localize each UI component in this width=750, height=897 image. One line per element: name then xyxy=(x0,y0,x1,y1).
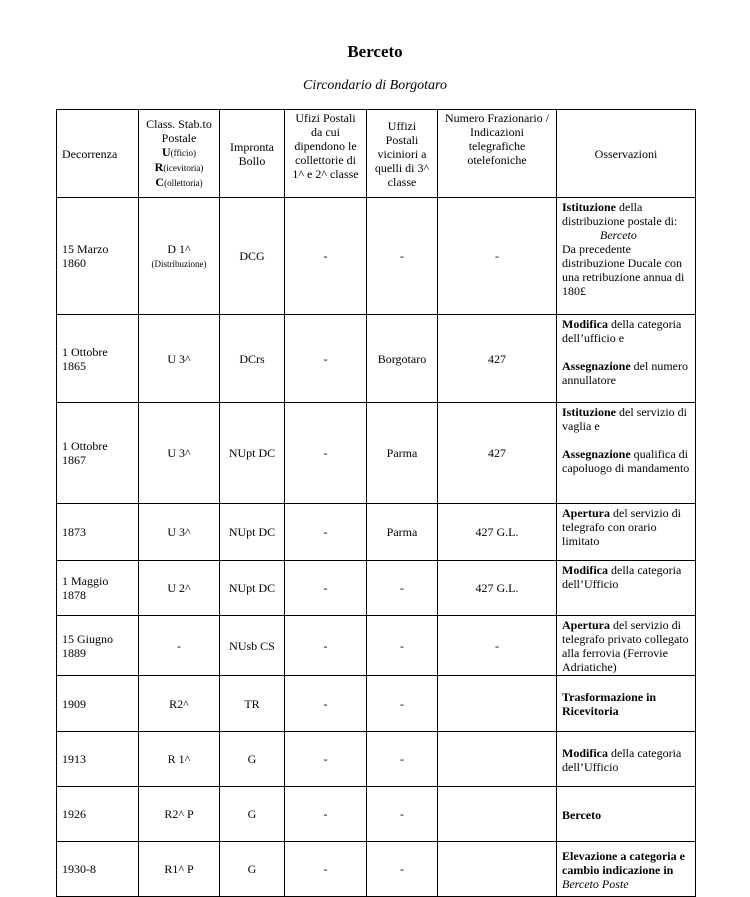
header-classificazione xyxy=(139,110,220,198)
obs-italic-text: Berceto xyxy=(600,228,637,242)
cell-impronta: NUpt DC xyxy=(220,403,285,504)
cell-osservazioni xyxy=(557,676,696,732)
cell-class: R1^ P xyxy=(139,842,220,897)
cell-decorrenza: 1930-8 xyxy=(57,842,139,897)
cell-uffizi: - xyxy=(367,616,438,676)
cell-numero: 427 xyxy=(438,315,557,403)
cell-class-value: D 1^ xyxy=(167,241,191,256)
cell-class: U 3^ xyxy=(139,403,220,504)
cell-numero: - xyxy=(438,616,557,676)
cell-numero xyxy=(438,787,557,842)
table-row xyxy=(57,198,696,315)
cell-class: - xyxy=(139,616,220,676)
cell-class: R2^ xyxy=(139,676,220,732)
obs-bold-text-2: Assegnazione xyxy=(562,447,631,461)
header-class-u-letter: U xyxy=(162,145,171,159)
cell-uffizi: Borgotaro xyxy=(367,315,438,403)
obs-text: della categoria dell’Ufficio xyxy=(562,563,682,591)
cell-numero: - xyxy=(438,198,557,315)
header-impronta: Impronta Bollo xyxy=(220,110,285,198)
cell-osservazioni xyxy=(557,315,696,403)
cell-numero: 427 xyxy=(438,403,557,504)
cell-impronta: NUpt DC xyxy=(220,561,285,616)
cell-impronta: NUsb CS xyxy=(220,616,285,676)
post-office-history-table xyxy=(56,109,696,897)
cell-impronta: G xyxy=(220,787,285,842)
obs-text: del servizio di telegrafo privato collegato alla ferrovia (Ferrovie Adriatiche) xyxy=(562,618,689,674)
cell-decorrenza: 1926 xyxy=(57,787,139,842)
cell-numero xyxy=(438,732,557,787)
header-class-line2: Postale xyxy=(161,131,197,145)
cell-class: R 1^ xyxy=(139,732,220,787)
obs-text: della distribuzione postale di: xyxy=(562,200,678,228)
cell-uffizi: Parma xyxy=(367,504,438,561)
cell-class-sub: (Distribuzione) xyxy=(151,258,207,269)
cell-decorrenza: 15 Giugno 1889 xyxy=(57,616,139,676)
obs-text-2: Da precedente distribuzione Ducale con una retribuzione annua di 180£ xyxy=(562,242,685,298)
header-class-u-rest: (fficio) xyxy=(170,148,196,158)
cell-uffizi: - xyxy=(367,732,438,787)
obs-text-2: qualifica di capoluogo di mandamento xyxy=(562,447,690,475)
obs-text: della categoria dell’ufficio e xyxy=(562,317,682,345)
header-class-c-rest: (ollettoria) xyxy=(164,178,203,188)
header-ufizi: Ufizi Postali da cui dipendono le collettorie di 1^ e 2^ classe xyxy=(285,110,367,198)
header-row xyxy=(57,110,696,198)
table-row xyxy=(57,676,696,732)
cell-class: U 3^ xyxy=(139,315,220,403)
obs-bold-text: Istituzione xyxy=(562,200,616,214)
cell-ufizi: - xyxy=(285,616,367,676)
cell-osservazioni xyxy=(557,616,696,676)
cell-decorrenza: 1 Maggio 1878 xyxy=(57,561,139,616)
cell-osservazioni xyxy=(557,561,696,616)
cell-ufizi: - xyxy=(285,842,367,897)
cell-decorrenza: 1873 xyxy=(57,504,139,561)
table-row xyxy=(57,504,696,561)
cell-ufizi: - xyxy=(285,504,367,561)
cell-decorrenza: 1913 xyxy=(57,732,139,787)
cell-ufizi: - xyxy=(285,676,367,732)
cell-ufizi: - xyxy=(285,787,367,842)
table-row xyxy=(57,561,696,616)
cell-numero: 427 G.L. xyxy=(438,504,557,561)
cell-ufizi: - xyxy=(285,315,367,403)
header-uffizi: Uffizi Postali viciniori a quelli di 3^ classe xyxy=(367,110,438,198)
obs-italic-text: Berceto Poste xyxy=(562,876,629,891)
table-row xyxy=(57,403,696,504)
cell-decorrenza: 1909 xyxy=(57,676,139,732)
cell-decorrenza: 15 Marzo 1860 xyxy=(57,198,139,315)
cell-osservazioni xyxy=(557,504,696,561)
obs-text-2: del numero annullatore xyxy=(562,359,688,387)
cell-uffizi: - xyxy=(367,676,438,732)
obs-text: del servizio di telegrafo con orario limitato xyxy=(562,506,681,548)
cell-impronta: DCG xyxy=(220,198,285,315)
header-class-c-letter: C xyxy=(155,175,165,189)
header-class-r-letter: R xyxy=(154,160,164,174)
cell-impronta: DCrs xyxy=(220,315,285,403)
cell-numero xyxy=(438,676,557,732)
cell-osservazioni xyxy=(557,732,696,787)
obs-bold-text: Berceto xyxy=(562,807,602,822)
cell-osservazioni xyxy=(557,403,696,504)
cell-impronta: G xyxy=(220,732,285,787)
table-row xyxy=(57,787,696,842)
table-row xyxy=(57,315,696,403)
cell-decorrenza: 1 Ottobre 1865 xyxy=(57,315,139,403)
obs-bold-text: Modifica xyxy=(562,563,608,577)
cell-impronta: NUpt DC xyxy=(220,504,285,561)
obs-bold-text: Istituzione xyxy=(562,405,616,419)
cell-uffizi: - xyxy=(367,787,438,842)
obs-bold-text: Apertura xyxy=(562,618,610,632)
cell-class: R2^ P xyxy=(139,787,220,842)
obs-text: del servizio di vaglia e xyxy=(562,405,687,433)
obs-bold-text: Modifica xyxy=(562,317,608,331)
header-osservazioni: Osservazioni xyxy=(557,110,696,198)
table-row xyxy=(57,842,696,897)
obs-bold-text-2: Assegnazione xyxy=(562,359,631,373)
cell-osservazioni xyxy=(557,787,696,842)
cell-osservazioni xyxy=(557,842,696,897)
cell-ufizi: - xyxy=(285,732,367,787)
obs-bold-text: Trasformazione in Ricevitoria xyxy=(562,690,657,718)
cell-uffizi: - xyxy=(367,198,438,315)
cell-ufizi: - xyxy=(285,198,367,315)
cell-class: U 2^ xyxy=(139,561,220,616)
cell-decorrenza: 1 Ottobre 1867 xyxy=(57,403,139,504)
cell-uffizi: - xyxy=(367,842,438,897)
header-class-r-rest: (icevitoria) xyxy=(163,163,204,173)
header-numero: Numero Frazionario / Indicazioni telegrafiche otelefoniche xyxy=(438,110,557,198)
cell-ufizi: - xyxy=(285,561,367,616)
cell-impronta: G xyxy=(220,842,285,897)
obs-bold-text: Modifica xyxy=(562,745,608,760)
cell-class xyxy=(139,198,220,315)
table-row xyxy=(57,732,696,787)
cell-class: U 3^ xyxy=(139,504,220,561)
cell-uffizi: - xyxy=(367,561,438,616)
document-subtitle: Circondario di Borgotaro xyxy=(303,78,447,93)
cell-numero xyxy=(438,842,557,897)
table-row xyxy=(57,616,696,676)
cell-impronta: TR xyxy=(220,676,285,732)
cell-osservazioni xyxy=(557,198,696,315)
cell-uffizi: Parma xyxy=(367,403,438,504)
obs-text: della categoria dell’Ufficio xyxy=(562,745,682,774)
cell-numero: 427 G.L. xyxy=(438,561,557,616)
header-class-line1: Class. Stab.to xyxy=(146,117,212,131)
obs-bold-text: Elevazione a categoria e cambio indicazione in xyxy=(562,848,685,877)
obs-bold-text: Apertura xyxy=(562,506,610,520)
header-decorrenza: Decorrenza xyxy=(57,110,139,198)
cell-ufizi: - xyxy=(285,403,367,504)
document-title: Berceto xyxy=(347,42,403,61)
